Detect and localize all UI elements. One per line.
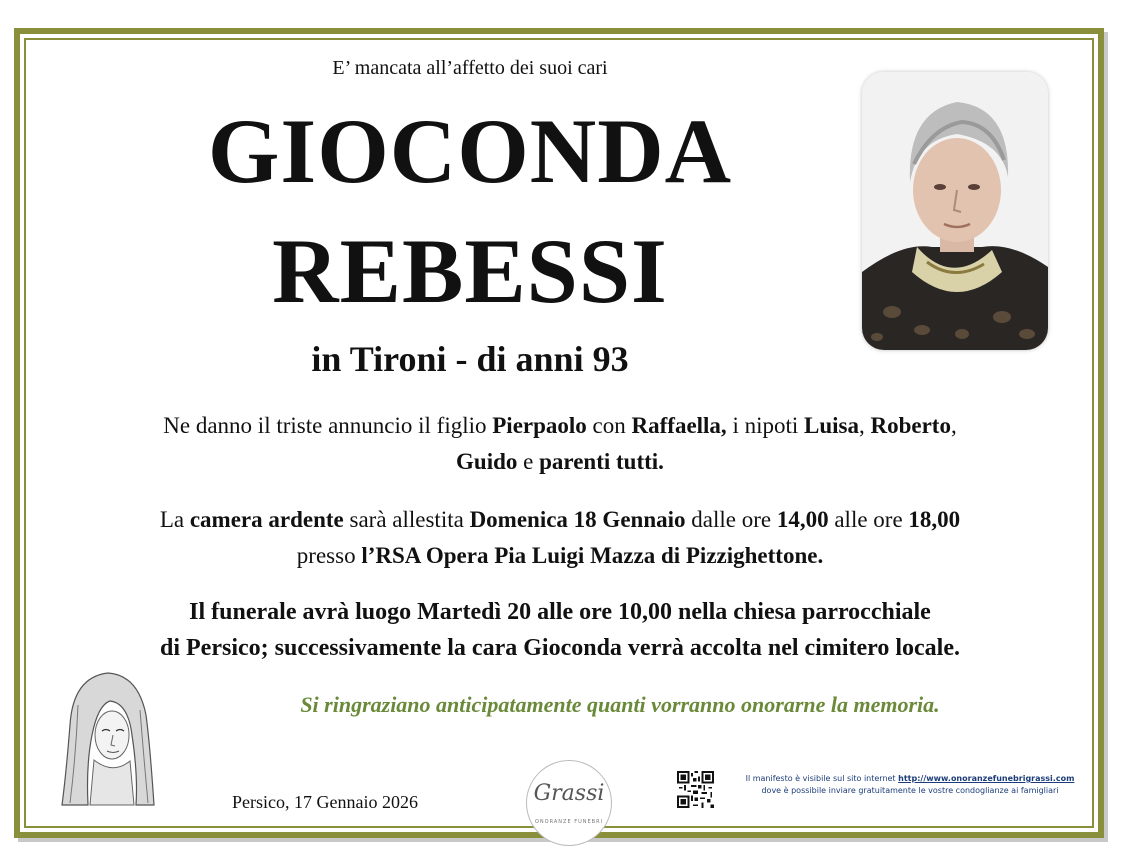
text-span: Ne danno il triste annuncio il figlio bbox=[163, 413, 493, 438]
text-span: La bbox=[159, 507, 190, 532]
logo-name: Grassi bbox=[533, 781, 605, 806]
text-span: , bbox=[858, 413, 871, 438]
qr-code-icon[interactable] bbox=[677, 771, 714, 808]
wake-label: camera ardente bbox=[189, 507, 344, 532]
deceased-last-name: REBESSI bbox=[272, 220, 668, 322]
madonna-drawing-icon bbox=[58, 665, 158, 810]
wake-start-time: 14,00 bbox=[776, 507, 829, 532]
name-guido: Guido bbox=[456, 449, 518, 474]
name-roberto: Roberto bbox=[870, 413, 951, 438]
relatives-text: parenti tutti. bbox=[539, 449, 664, 474]
text-span: presso bbox=[296, 543, 362, 568]
wake-location: l’RSA Opera Pia Luigi Mazza di Pizzighettone. bbox=[361, 543, 824, 568]
wake-date: Domenica 18 Gennaio bbox=[469, 507, 686, 532]
text-span: alle ore bbox=[828, 507, 909, 532]
text-span: sarà allestita bbox=[343, 507, 470, 532]
name-luisa: Luisa bbox=[804, 413, 859, 438]
name-pierpaolo: Pierpaolo bbox=[492, 413, 587, 438]
place-and-date: Persico, 17 Gennaio 2026 bbox=[232, 792, 418, 812]
text-span: con bbox=[586, 413, 632, 438]
website-note bbox=[728, 773, 1092, 797]
funeral-line-2: di Persico; successivamente la cara Gioconda verrà accolta nel cimitero locale. bbox=[160, 635, 960, 661]
name-raffaella: Raffaella, bbox=[631, 413, 727, 438]
portrait-photo-icon bbox=[862, 72, 1048, 350]
funeral-paragraph bbox=[60, 594, 1060, 666]
thanks-text: Si ringraziano anticipatamente quanti vorranno onorarne la memoria. bbox=[300, 692, 940, 717]
deceased-first-name: GIOCONDA bbox=[207, 100, 733, 202]
text-span: , bbox=[950, 413, 957, 438]
website-link[interactable]: http://www.onoranzefunebrigrassi.com bbox=[898, 774, 1075, 783]
website-note-suffix: dove è possibile inviare gratuitamente le vostre condoglianze ai famigliari bbox=[761, 786, 1059, 795]
funeral-line-1: Il funerale avrà luogo Martedì 20 alle ore 10,00 nella chiesa parrocchiale bbox=[189, 599, 931, 625]
wake-end-time: 18,00 bbox=[908, 507, 961, 532]
funeral-home-logo bbox=[526, 760, 612, 846]
intro-text: E’ mancata all’affetto dei suoi cari bbox=[332, 57, 608, 79]
announcement-paragraph bbox=[60, 408, 1060, 480]
text-span: i nipoti bbox=[726, 413, 804, 438]
deceased-subtitle: in Tironi - di anni 93 bbox=[311, 339, 629, 379]
website-note-prefix: Il manifesto è visibile sul sito internet bbox=[745, 774, 899, 783]
wake-paragraph bbox=[60, 502, 1060, 574]
logo-subtitle: ONORANZE FUNEBRI bbox=[534, 819, 604, 825]
text-span: dalle ore bbox=[685, 507, 777, 532]
text-span: e bbox=[517, 449, 540, 474]
